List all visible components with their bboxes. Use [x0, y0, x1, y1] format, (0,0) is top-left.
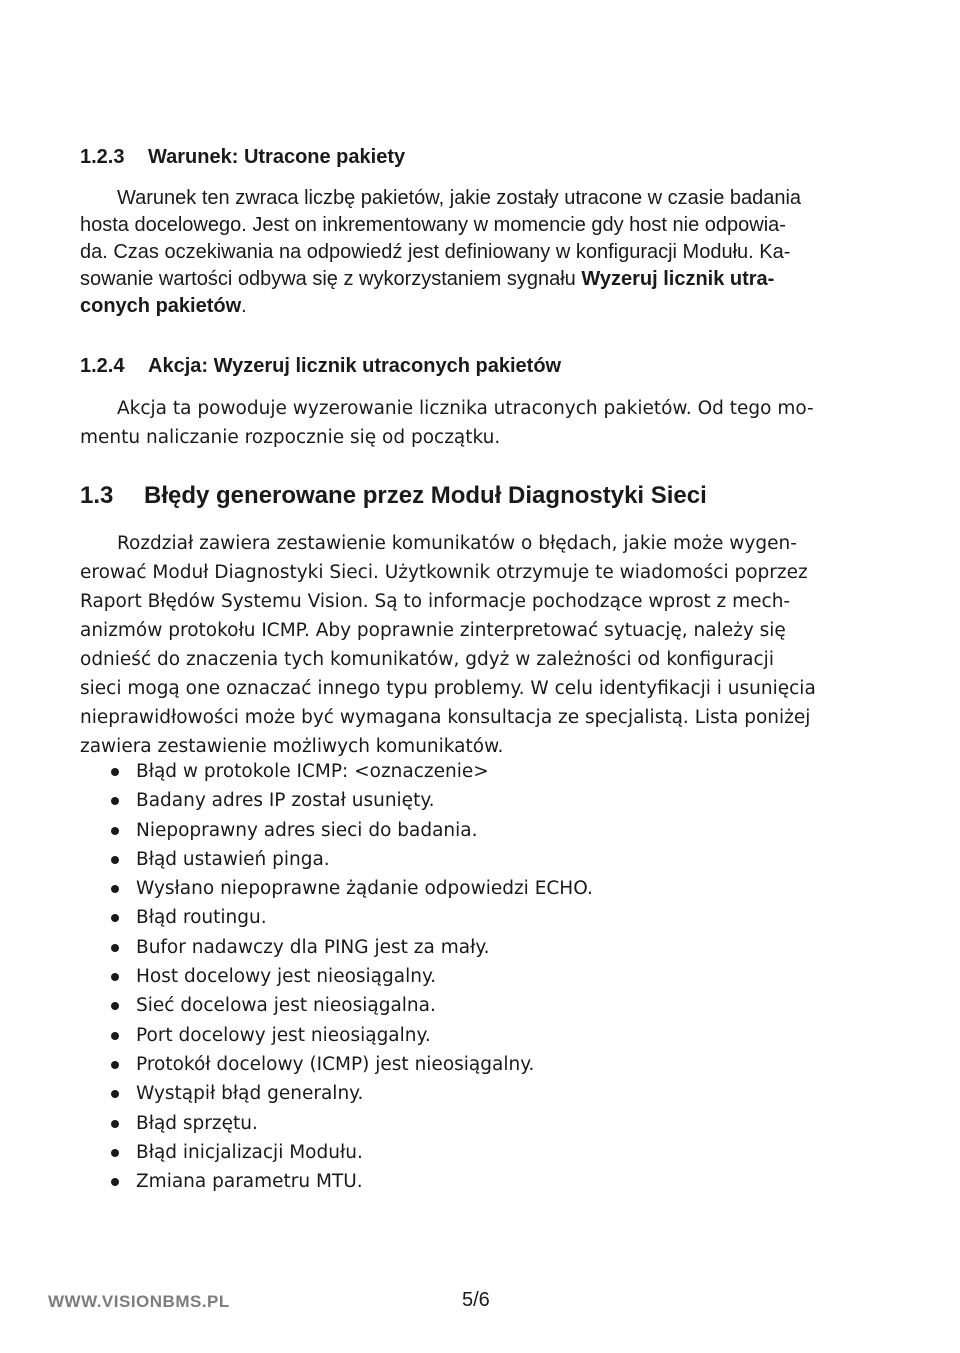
- paragraph-line: da. Czas oczekiwania na odpowiedź jest definiowany w konfiguracji Modułu. Ka-: [80, 241, 791, 263]
- list-item: [108, 962, 593, 991]
- list-item: [108, 903, 593, 932]
- list-item: [108, 933, 593, 962]
- list-item-text: Badany adres IP został usunięty.: [136, 790, 435, 812]
- paragraph-line: sieci mogą one oznaczać innego typu problemy. W celu identyfikacji i usunięcia: [80, 678, 816, 699]
- paragraph-text: .: [241, 295, 247, 317]
- bullet-icon: [111, 1149, 119, 1157]
- bullet-icon: [111, 885, 119, 893]
- signal-name-bold: conych pakietów: [80, 295, 242, 317]
- bullet-icon: [111, 797, 119, 805]
- bullet-icon: [111, 1120, 119, 1128]
- section-heading-1-2-4: [80, 354, 561, 378]
- paragraph-line: Warunek ten zwraca liczbę pakietów, jakie zostały utracone w czasie badania: [117, 187, 802, 209]
- list-item-text: Sieć docelowa jest nieosiągalna.: [136, 995, 436, 1017]
- paragraph-line: hosta docelowego. Jest on inkrementowany w momencie gdy host nie odpowia-: [80, 214, 786, 236]
- list-item: [108, 991, 593, 1020]
- list-item: [108, 816, 593, 845]
- bullet-icon: [111, 1178, 119, 1186]
- list-item: [108, 874, 593, 903]
- paragraph-line: Rozdział zawiera zestawienie komunikatów o błędach, jakie może wygen-: [117, 533, 797, 554]
- paragraph-text: sowanie wartości odbywa się z wykorzystaniem sygnału: [80, 268, 582, 290]
- list-item: [108, 1021, 593, 1050]
- paragraph-line: anizmów protokołu ICMP. Aby poprawnie zinterpretować sytuację, należy się: [80, 620, 786, 641]
- bullet-icon: [111, 944, 119, 952]
- section-heading-1-2-3: [80, 145, 405, 169]
- paragraph-line: [80, 293, 880, 320]
- signal-name-bold: Wyzeruj licznik utra-: [581, 268, 775, 290]
- list-item-text: Protokół docelowy (ICMP) jest nieosiągalny.: [136, 1053, 535, 1075]
- paragraph-line: Raport Błędów Systemu Vision. Są to informacje pochodzące wprost z mech-: [80, 591, 791, 612]
- bullet-icon: [111, 827, 119, 835]
- list-item-text: Niepoprawny adres sieci do badania.: [136, 819, 478, 841]
- section-number: 1.3: [80, 482, 114, 509]
- paragraph-1-2-4: [117, 394, 887, 423]
- paragraph-line: zawiera zestawienie możliwych komunikatów.: [80, 736, 504, 757]
- list-item-text: Błąd ustawień pinga.: [136, 848, 330, 870]
- list-item-text: Host docelowy jest nieosiągalny.: [136, 966, 437, 988]
- paragraph-line: odnieść do znaczenia tych komunikatów, gdyż w zależności od konfiguracji: [80, 649, 774, 670]
- list-item-text: Zmiana parametru MTU.: [136, 1171, 363, 1193]
- page-number: 5/6: [462, 1289, 490, 1311]
- paragraph-1-2-3: [117, 185, 877, 212]
- paragraph-line: Akcja ta powoduje wyzerowanie licznika utraconych pakietów. Od tego mo-: [117, 398, 814, 419]
- list-item: [108, 757, 593, 786]
- section-number: 1.2.4: [80, 355, 125, 377]
- paragraph-line: erować Moduł Diagnostyki Sieci. Użytkownik otrzymuje te wiadomości poprzez: [80, 562, 808, 583]
- section-number: 1.2.3: [80, 146, 125, 168]
- paragraph-1-3: [117, 529, 887, 558]
- paragraph-1-2-3-cont: [80, 212, 880, 320]
- paragraph-line: [80, 266, 880, 293]
- bullet-icon: [111, 973, 119, 981]
- section-title: Warunek: Utracone pakiety: [148, 146, 406, 168]
- list-item: [108, 1079, 593, 1108]
- paragraph-1-2-4-cont: [80, 423, 880, 452]
- list-item-text: Bufor nadawczy dla PING jest za mały.: [136, 936, 490, 958]
- bullet-icon: [111, 856, 119, 864]
- list-item: [108, 845, 593, 874]
- section-title: Błędy generowane przez Moduł Diagnostyki Sieci: [144, 482, 707, 509]
- list-item-text: Wystąpił błąd generalny.: [136, 1083, 364, 1105]
- bullet-icon: [111, 1061, 119, 1069]
- list-item-text: Wysłano niepoprawne żądanie odpowiedzi ECHO.: [136, 878, 593, 900]
- list-item: [108, 786, 593, 815]
- bullet-icon: [111, 914, 119, 922]
- paragraph-1-3-cont: [80, 558, 880, 761]
- list-item: [108, 1050, 593, 1079]
- section-heading-1-3: [80, 482, 707, 510]
- list-item-text: Błąd sprzętu.: [136, 1112, 258, 1134]
- bullet-icon: [111, 1032, 119, 1040]
- list-item-text: Błąd w protokole ICMP: <oznaczenie>: [136, 761, 489, 782]
- list-item: [108, 1167, 593, 1196]
- paragraph-line: mentu naliczanie rozpocznie się od początku.: [80, 427, 501, 448]
- list-item-text: Błąd inicjalizacji Modułu.: [136, 1141, 363, 1163]
- list-item: [108, 1138, 593, 1167]
- bullet-icon: [111, 1002, 119, 1010]
- bullet-icon: [111, 768, 119, 776]
- section-title: Akcja: Wyzeruj licznik utraconych pakietów: [148, 355, 562, 377]
- bullet-icon: [111, 1090, 119, 1098]
- error-message-list: [108, 757, 593, 1196]
- list-item-text: Port docelowy jest nieosiągalny.: [136, 1024, 431, 1046]
- footer-website-link[interactable]: WWW.VISIONBMS.PL: [48, 1292, 230, 1311]
- paragraph-line: nieprawidłowości może być wymagana konsultacja ze specjalistą. Lista poniżej: [80, 707, 811, 728]
- list-item: [108, 1109, 593, 1138]
- list-item-text: Błąd routingu.: [136, 907, 267, 929]
